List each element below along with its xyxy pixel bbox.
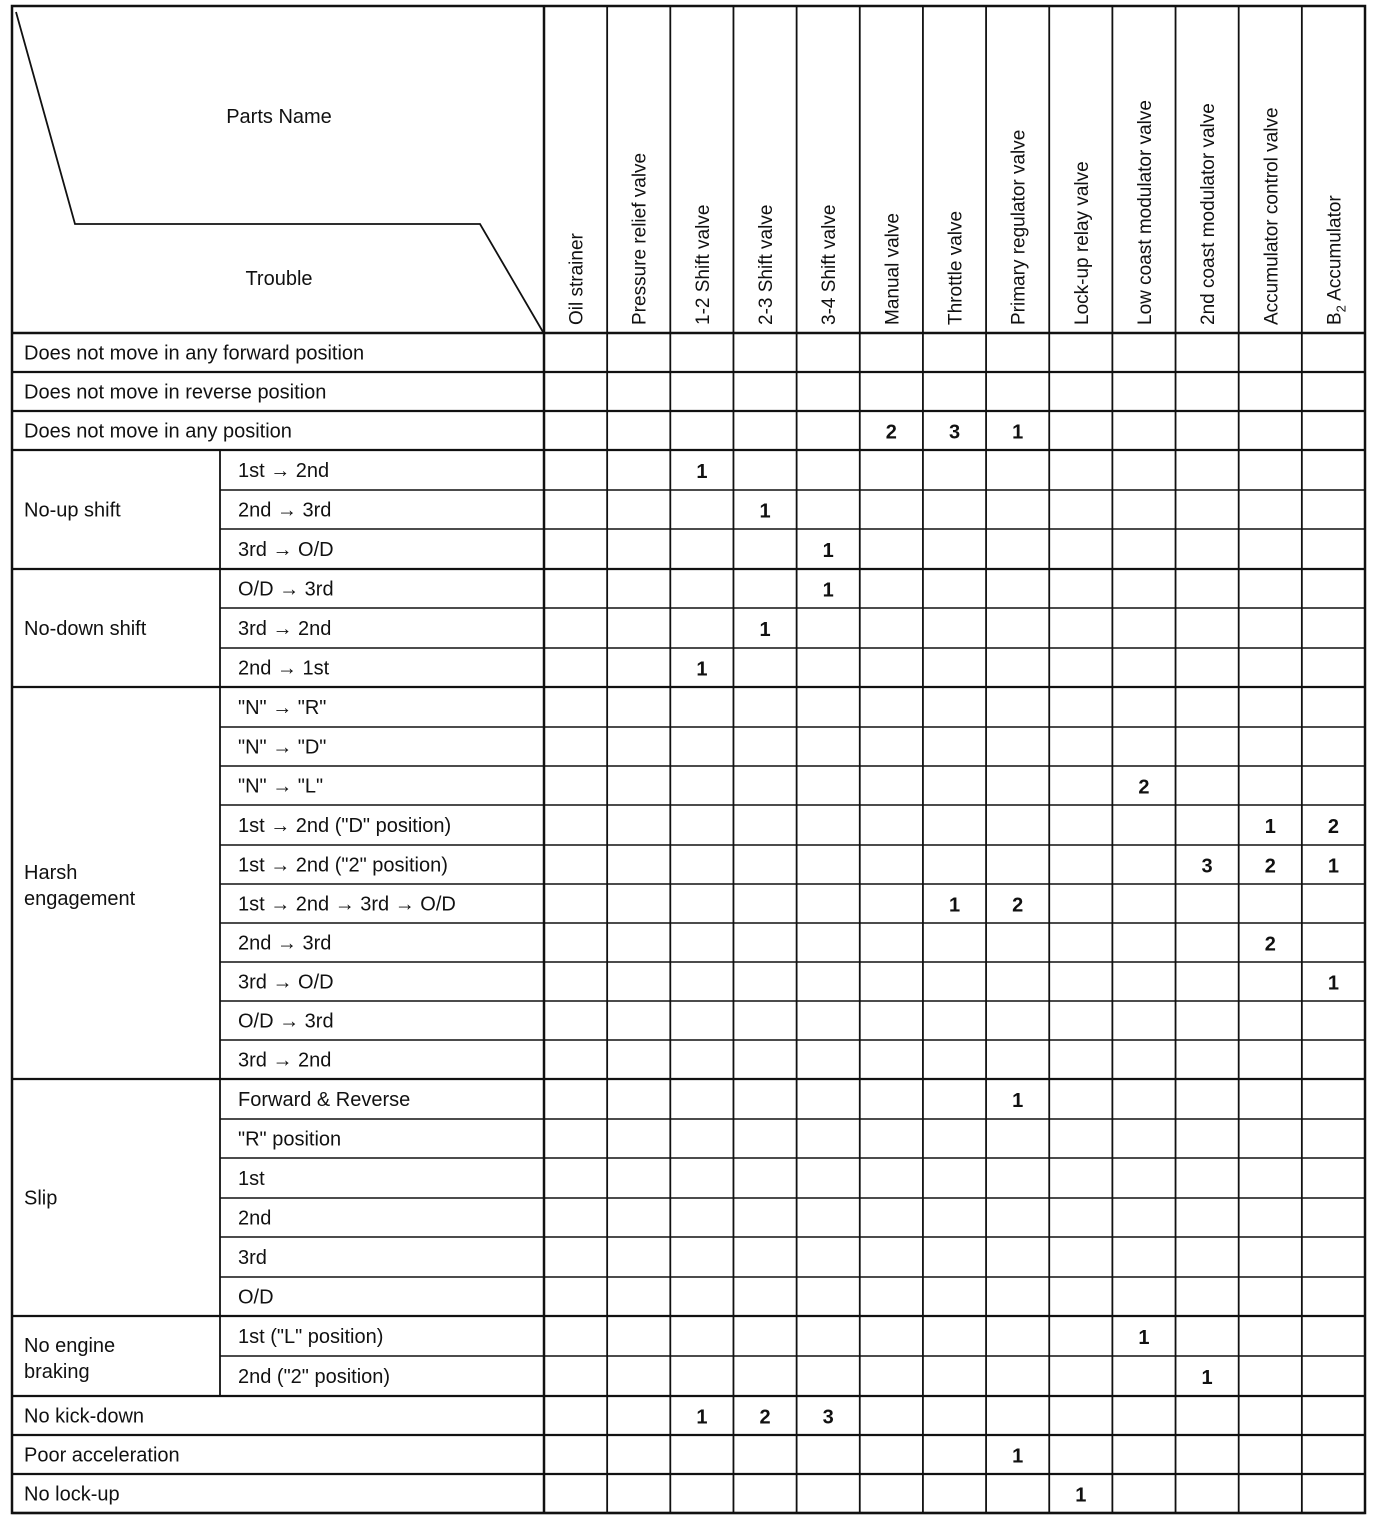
priority-number: 1 [696,461,708,483]
parts-name-label: Parts Name [226,106,332,128]
priority-number: 1 [696,1406,708,1429]
priority-number: 1 [1327,972,1339,995]
priority-number: 1 [1138,1327,1150,1349]
trouble-subrow-label: 3rd → O/D [238,539,334,561]
column-header: Low coast modulator valve [1134,100,1156,325]
priority-number: 1 [1201,1367,1213,1389]
priority-number: 2 [1264,933,1276,956]
column-header: Manual valve [882,213,904,325]
priority-number: 1 [1012,1090,1024,1112]
trouble-group-label: No-down shift [24,618,147,640]
trouble-subrow-label: 3rd → O/D [238,971,334,994]
column-header: Oil strainer [566,233,588,325]
priority-number: 1 [1264,816,1276,838]
trouble-subrow-label: O/D → 3rd [238,1010,334,1033]
priority-number: 2 [1327,816,1339,838]
priority-number: 1 [759,500,771,523]
trouble-subrow-label: 1st → 2nd ("2" position) [238,854,448,877]
trouble-label-cell: Does not move in any forward position [24,342,365,365]
trouble-subrow-label: 1st ("L" position) [238,1326,384,1348]
trouble-group-label: Slip [24,1187,58,1210]
trouble-group-label: braking [24,1361,90,1383]
priority-number: 3 [822,1406,834,1429]
column-header: Throttle valve [945,210,967,325]
trouble-label-cell: No kick-down [24,1405,145,1428]
trouble-subrow-label: 1st → 2nd [238,460,330,482]
priority-number: 1 [1327,855,1339,878]
trouble-subrow-label: 1st → 2nd → 3rd → O/D [238,893,456,916]
column-header: 1-2 Shift valve [692,204,714,325]
priority-number: 2 [1264,855,1276,878]
trouble-label: Trouble [245,268,313,290]
priority-number: 1 [759,619,771,641]
trouble-subrow-label: 1st [238,1168,265,1190]
trouble-subrow-label: 2nd → 3rd [238,499,332,522]
priority-number: 1 [822,579,834,602]
trouble-subrow-label: O/D → 3rd [238,578,334,601]
trouble-subrow-label: "R" position [238,1128,342,1151]
trouble-label-cell: Poor acceleration [24,1444,180,1467]
column-header: Primary regulator valve [1008,129,1030,325]
trouble-subrow-label: O/D [238,1286,274,1309]
trouble-label-cell: Does not move in any position [24,420,292,443]
priority-number: 1 [822,540,834,562]
trouble-label-cell: No lock-up [24,1483,120,1506]
priority-number: 2 [1012,894,1024,917]
trouble-subrow-label: "N" → "L" [238,775,324,798]
priority-number: 2 [885,421,897,444]
trouble-label-cell: Does not move in reverse position [24,381,327,404]
trouble-group-label: Harsh [24,862,78,884]
priority-number: 1 [1012,1445,1024,1468]
column-header: 2nd coast modulator valve [1198,103,1220,325]
priority-number: 1 [1012,421,1024,444]
column-header: Accumulator control valve [1261,107,1283,325]
trouble-group-label: No-up shift [24,499,121,522]
trouble-subrow-label: 3rd → 2nd [238,1049,332,1072]
trouble-subrow-label: 2nd ("2" position) [238,1366,391,1388]
trouble-subrow-label: Forward & Reverse [238,1089,411,1111]
priority-number: 1 [696,658,708,681]
priority-number: 2 [1138,776,1150,799]
trouble-subrow-label: 2nd [238,1207,272,1230]
priority-number: 3 [948,421,961,444]
priority-number: 1 [1075,1484,1087,1507]
priority-number: 1 [948,894,961,917]
column-header: $B_2$ Accumulator [1324,195,1349,325]
trouble-subrow-label: 3rd → 2nd [238,618,332,640]
trouble-subrow-label: "N" → "R" [238,697,327,719]
trouble-subrow-label: 1st → 2nd ("D" position) [238,815,452,837]
column-header: 3-4 Shift valve [819,204,841,325]
priority-number: 2 [759,1406,771,1429]
column-header: Lock-up relay valve [1071,161,1093,325]
priority-number: 3 [1201,855,1213,878]
column-header: 2-3 Shift valve [756,204,778,325]
trouble-group-label: engagement [24,888,136,910]
trouble-subrow-label: 2nd → 3rd [238,932,332,955]
column-header: Pressure relief valve [629,152,651,325]
trouble-subrow-label: 3rd [238,1247,267,1269]
trouble-subrow-label: 2nd → 1st [238,657,330,680]
table-border [12,6,1365,1513]
trouble-group-label: No engine [24,1335,116,1357]
trouble-subrow-label: "N" → "D" [238,736,327,759]
